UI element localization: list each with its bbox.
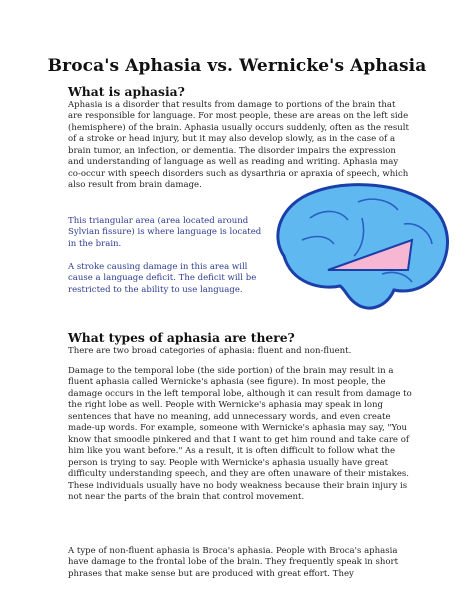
aphasia-definition-paragraph: Aphasia is a disorder that results from damage to portions of the brain that are responsible for language. For most people, these are areas on the left side (hemisphere) of the brain. Aphasia usually occurs suddenly, often as the result of a stroke or head injury, but it may also develop slowly, as in the case of a brain tumor, an infection, or dementia. The disorder impairs the expression and understanding of language as well as reading and writing. Aphasia may co-occur with speech disorders such as dysarthria or apraxia of speech, which also result from brain damage.	[68, 100, 409, 191]
wernickes-aphasia-paragraph: Damage to the temporal lobe (the side portion) of the brain may result in a fluent aphasia called Wernicke's aphasia (see figure). In most people, the damage occurs in the left temporal lobe, although it can result from damage to the right lobe as well. People with Wernicke's aphasia may speak in long sentences that have no meaning, add unnecessary words, and even create made-up words. For example, someone with Wernicke's aphasia may say, "You know that smoodle pinkered and that I want to get him round and take care of him like you want before." As a result, it is often difficult to follow what the person is trying to say. People with Wernicke's aphasia usually have great difficulty understanding speech, and they are often unaware of their mistakes. These individuals usually have no body weakness because their brain injury is not near the parts of the brain that control movement.	[68, 366, 412, 502]
section-heading-types-of-aphasia: What types of aphasia are there?	[68, 330, 295, 345]
brocas-aphasia-paragraph: A type of non-fluent aphasia is Broca's aphasia. People with Broca's aphasia have damage to the frontal lobe of the brain. They frequently speak in short phrases that make sense but are produced with great effort. They	[68, 546, 399, 579]
aphasia-categories-paragraph: There are two broad categories of aphasia: fluent and non-fluent.	[68, 346, 352, 356]
figure-caption-language-area: This triangular area (area located around Sylvian fissure) is where language is located in the brain.	[68, 216, 262, 249]
section-heading-what-is-aphasia: What is aphasia?	[68, 84, 185, 99]
brain-hemisphere	[278, 185, 448, 308]
brain-illustration	[262, 178, 458, 318]
figure-caption-stroke-deficit: A stroke causing damage in this area will cause a language deficit. The deficit will be restricted to the ability to use language.	[68, 262, 257, 295]
document-title: Broca's Aphasia vs. Wernicke's Aphasia	[47, 56, 427, 76]
